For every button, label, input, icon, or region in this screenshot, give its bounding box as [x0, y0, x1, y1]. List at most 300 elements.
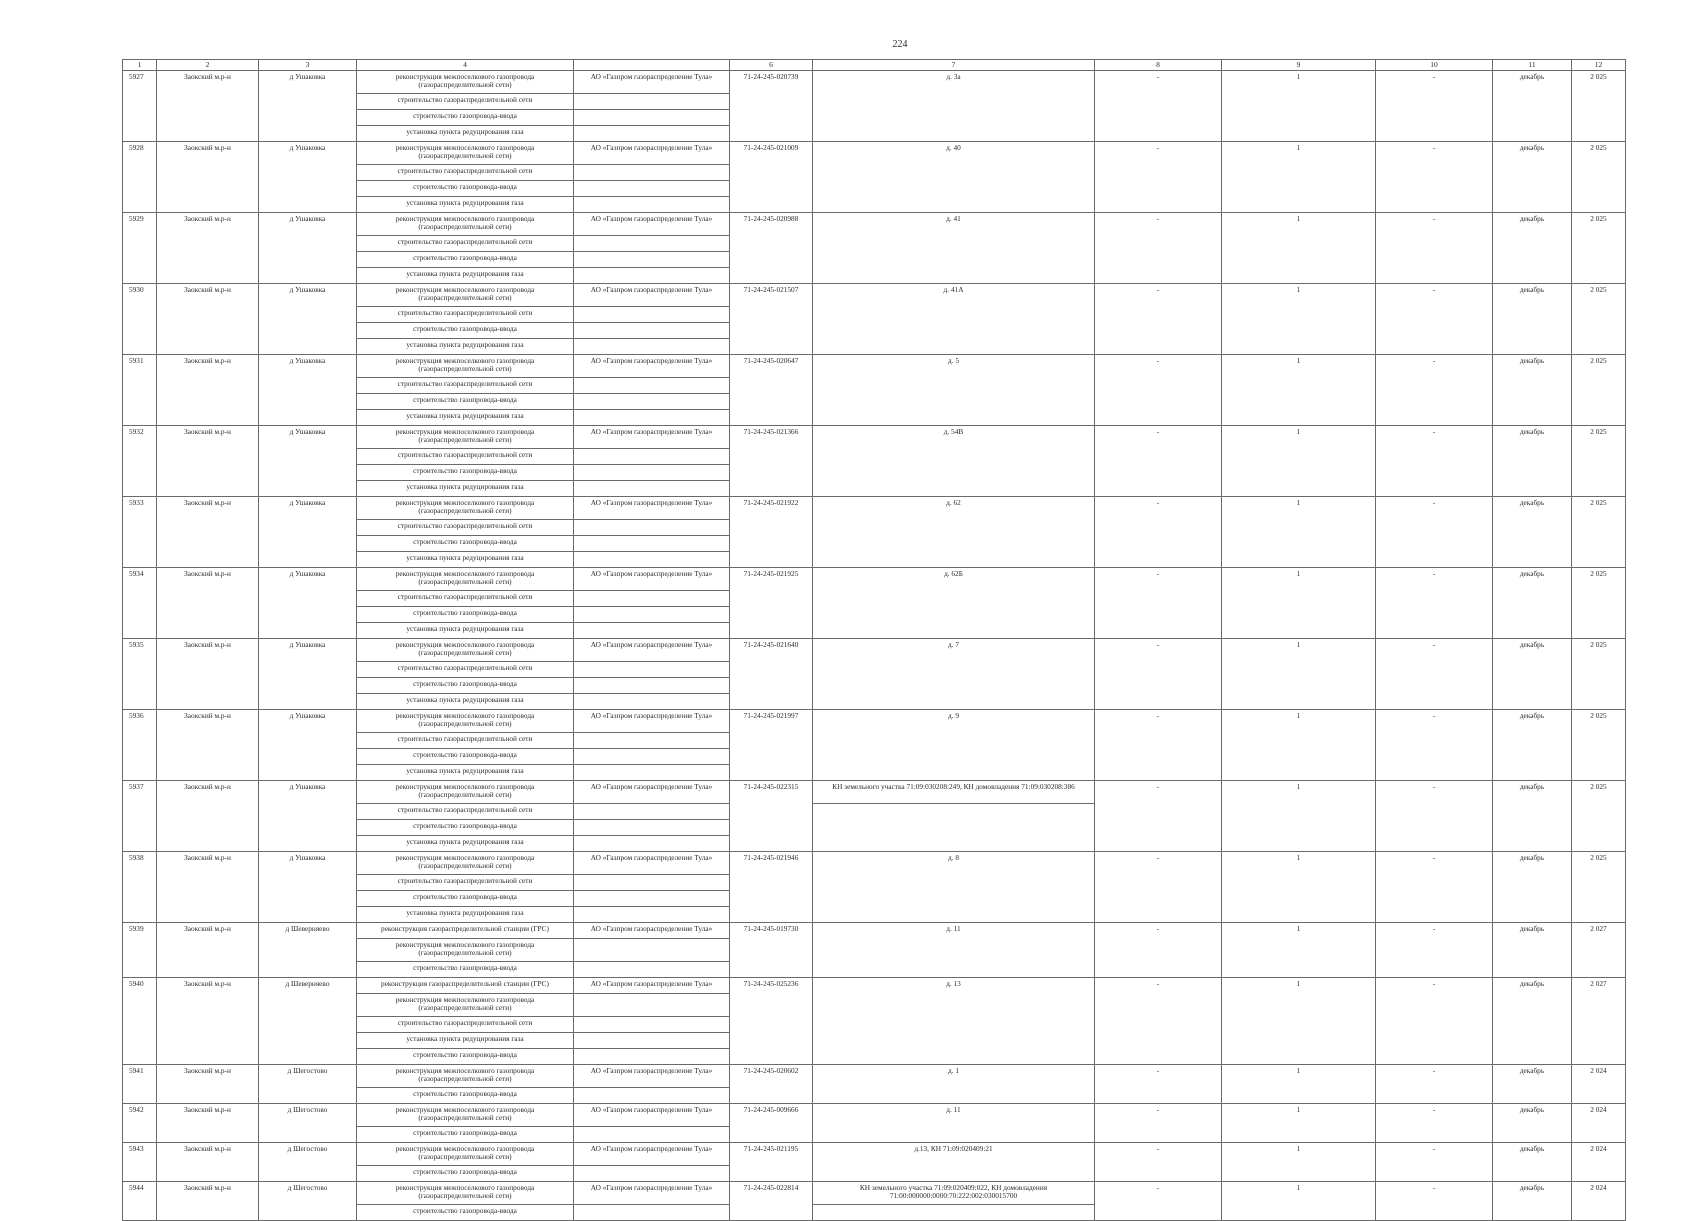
- work-type-cell: строительство газораспределительной сети: [357, 662, 574, 678]
- year-cell: 2 024: [1572, 1182, 1626, 1221]
- district-cell: Заокский м.р-н: [157, 355, 259, 426]
- table-row: [123, 1104, 1626, 1127]
- object-code-cell: 71-24-245-021946: [730, 852, 813, 923]
- work-type-cell: строительство газопровода-ввода: [357, 181, 574, 197]
- work-type-cell: строительство газопровода-ввода: [357, 536, 574, 552]
- table-body: [123, 60, 1626, 1221]
- village-cell: д Шегостово: [259, 1143, 357, 1182]
- organization-cell-empty: [574, 339, 730, 355]
- month-cell: декабрь: [1493, 978, 1572, 1065]
- work-type-cell: строительство газораспределительной сети: [357, 165, 574, 181]
- year-cell: 2 025: [1572, 142, 1626, 213]
- village-cell: д Шегостово: [259, 1065, 357, 1104]
- work-type-cell: строительство газопровода-ввода: [357, 1049, 574, 1065]
- work-type-cell: реконструкция межпоселкового газопровода (газораспределительной сети): [357, 710, 574, 733]
- column-9-cell: 1: [1222, 978, 1376, 1065]
- district-cell: Заокский м.р-н: [157, 923, 259, 978]
- month-cell: декабрь: [1493, 781, 1572, 852]
- work-type-cell: реконструкция межпоселкового газопровода (газораспределительной сети): [357, 71, 574, 94]
- table-row: [123, 71, 1626, 94]
- organization-cell-empty: [574, 765, 730, 781]
- organization-cell-empty: [574, 1049, 730, 1065]
- object-code-cell: 71-24-245-020647: [730, 355, 813, 426]
- village-cell: д Ушаковка: [259, 213, 357, 284]
- address-cell: д. 40: [813, 142, 1095, 213]
- work-type-cell: строительство газопровода-ввода: [357, 1205, 574, 1221]
- organization-cell-empty: [574, 875, 730, 891]
- organization-cell: АО «Газпром газораспределение Тула»: [574, 284, 730, 307]
- work-type-cell: строительство газораспределительной сети: [357, 1017, 574, 1033]
- column-9-cell: 1: [1222, 923, 1376, 978]
- organization-cell-empty: [574, 749, 730, 765]
- object-code-cell: 71-24-245-025236: [730, 978, 813, 1065]
- record-number: 5933: [123, 497, 157, 568]
- column-header: 2: [157, 60, 259, 71]
- year-cell: 2 025: [1572, 497, 1626, 568]
- organization-cell: АО «Газпром газораспределение Тула»: [574, 1104, 730, 1127]
- work-type-cell: строительство газопровода-ввода: [357, 465, 574, 481]
- organization-cell: АО «Газпром газораспределение Тула»: [574, 142, 730, 165]
- year-cell: 2 025: [1572, 355, 1626, 426]
- work-type-cell: установка пункта редуцирования газа: [357, 268, 574, 284]
- address-cell: КН земельного участка 71:09:020409:022, КН домовладения 71:00:000000:0000:70:222:002:030015700: [813, 1182, 1095, 1205]
- month-cell: декабрь: [1493, 284, 1572, 355]
- organization-cell: АО «Газпром газораспределение Тула»: [574, 978, 730, 994]
- record-number: 5936: [123, 710, 157, 781]
- column-8-cell: -: [1095, 1104, 1222, 1143]
- object-code-cell: 71-24-245-020602: [730, 1065, 813, 1104]
- table-row: [123, 852, 1626, 875]
- month-cell: декабрь: [1493, 923, 1572, 978]
- work-type-cell: строительство газораспределительной сети: [357, 307, 574, 323]
- object-code-cell: 71-24-245-021366: [730, 426, 813, 497]
- organization-cell-empty: [574, 552, 730, 568]
- record-number: 5938: [123, 852, 157, 923]
- record-number: 5930: [123, 284, 157, 355]
- object-code-cell: 71-24-245-021925: [730, 568, 813, 639]
- column-8-cell: -: [1095, 639, 1222, 710]
- table-row: [123, 426, 1626, 449]
- table-row: [123, 142, 1626, 165]
- object-code-cell: 71-24-245-021195: [730, 1143, 813, 1182]
- table-row: [123, 710, 1626, 733]
- organization-cell-empty: [574, 536, 730, 552]
- column-8-cell: -: [1095, 1182, 1222, 1221]
- district-cell: Заокский м.р-н: [157, 213, 259, 284]
- column-10-cell: -: [1376, 71, 1493, 142]
- month-cell: декабрь: [1493, 71, 1572, 142]
- organization-cell-empty: [574, 1166, 730, 1182]
- year-cell: 2 024: [1572, 1104, 1626, 1143]
- column-10-cell: -: [1376, 568, 1493, 639]
- year-cell: 2 025: [1572, 213, 1626, 284]
- month-cell: декабрь: [1493, 497, 1572, 568]
- work-type-cell: строительство газопровода-ввода: [357, 678, 574, 694]
- column-10-cell: -: [1376, 213, 1493, 284]
- record-number: 5927: [123, 71, 157, 142]
- work-type-cell: установка пункта редуцирования газа: [357, 410, 574, 426]
- column-9-cell: 1: [1222, 1104, 1376, 1143]
- object-code-cell: 71-24-245-021922: [730, 497, 813, 568]
- column-8-cell: -: [1095, 426, 1222, 497]
- work-type-cell: строительство газораспределительной сети: [357, 875, 574, 891]
- address-cell: КН земельного участка 71:09:030208:249, КН домовладения 71:09:030208:386: [813, 781, 1095, 804]
- column-10-cell: -: [1376, 142, 1493, 213]
- district-cell: Заокский м.р-н: [157, 142, 259, 213]
- work-type-cell: установка пункта редуцирования газа: [357, 481, 574, 497]
- table-row: [123, 497, 1626, 520]
- work-type-cell: строительство газораспределительной сети: [357, 449, 574, 465]
- record-number: 5942: [123, 1104, 157, 1143]
- organization-cell: АО «Газпром газораспределение Тула»: [574, 710, 730, 733]
- organization-cell-empty: [574, 1127, 730, 1143]
- month-cell: декабрь: [1493, 710, 1572, 781]
- table-row: [123, 1143, 1626, 1166]
- table-row: [123, 781, 1626, 804]
- organization-cell: АО «Газпром газораспределение Тула»: [574, 852, 730, 875]
- record-number: 5931: [123, 355, 157, 426]
- column-10-cell: -: [1376, 1143, 1493, 1182]
- address-cell: д. 54В: [813, 426, 1095, 497]
- address-cell: д. 5: [813, 355, 1095, 426]
- table-row: [123, 355, 1626, 378]
- work-type-cell: реконструкция межпоселкового газопровода (газораспределительной сети): [357, 497, 574, 520]
- column-8-cell: -: [1095, 710, 1222, 781]
- organization-cell-empty: [574, 410, 730, 426]
- column-10-cell: -: [1376, 781, 1493, 852]
- district-cell: Заокский м.р-н: [157, 978, 259, 1065]
- address-cell-empty: [813, 1205, 1095, 1221]
- work-type-cell: реконструкция газораспределительной станции (ГРС): [357, 923, 574, 939]
- work-type-cell: реконструкция межпоселкового газопровода (газораспределительной сети): [357, 355, 574, 378]
- work-type-cell: строительство газораспределительной сети: [357, 591, 574, 607]
- month-cell: декабрь: [1493, 355, 1572, 426]
- column-header: 10: [1376, 60, 1493, 71]
- column-9-cell: 1: [1222, 568, 1376, 639]
- district-cell: Заокский м.р-н: [157, 1104, 259, 1143]
- month-cell: декабрь: [1493, 426, 1572, 497]
- work-type-cell: строительство газораспределительной сети: [357, 733, 574, 749]
- work-type-cell: реконструкция межпоселкового газопровода (газораспределительной сети): [357, 852, 574, 875]
- object-code-cell: 71-24-245-019730: [730, 923, 813, 978]
- work-type-cell: строительство газопровода-ввода: [357, 323, 574, 339]
- table-row: [123, 1065, 1626, 1088]
- column-header: 12: [1572, 60, 1626, 71]
- record-number: 5932: [123, 426, 157, 497]
- table-row: [123, 284, 1626, 307]
- organization-cell-empty: [574, 1017, 730, 1033]
- organization-cell: АО «Газпром газораспределение Тула»: [574, 1182, 730, 1205]
- village-cell: д Шеверняево: [259, 923, 357, 978]
- address-cell: д. 41: [813, 213, 1095, 284]
- organization-cell-empty: [574, 804, 730, 820]
- column-header: [574, 60, 730, 71]
- district-cell: Заокский м.р-н: [157, 781, 259, 852]
- column-9-cell: 1: [1222, 426, 1376, 497]
- work-type-cell: реконструкция межпоселкового газопровода (газораспределительной сети): [357, 426, 574, 449]
- work-type-cell: установка пункта редуцирования газа: [357, 694, 574, 710]
- organization-cell-empty: [574, 1205, 730, 1221]
- column-9-cell: 1: [1222, 1182, 1376, 1221]
- work-type-cell: установка пункта редуцирования газа: [357, 623, 574, 639]
- work-type-cell: установка пункта редуцирования газа: [357, 126, 574, 142]
- year-cell: 2 025: [1572, 426, 1626, 497]
- year-cell: 2 025: [1572, 284, 1626, 355]
- organization-cell-empty: [574, 449, 730, 465]
- column-10-cell: -: [1376, 1104, 1493, 1143]
- village-cell: д Ушаковка: [259, 568, 357, 639]
- work-type-cell: реконструкция межпоселкового газопровода (газораспределительной сети): [357, 284, 574, 307]
- organization-cell-empty: [574, 662, 730, 678]
- column-9-cell: 1: [1222, 781, 1376, 852]
- work-type-cell: строительство газораспределительной сети: [357, 94, 574, 110]
- organization-cell: АО «Газпром газораспределение Тула»: [574, 355, 730, 378]
- village-cell: д Ушаковка: [259, 355, 357, 426]
- work-type-cell: реконструкция межпоселкового газопровода (газораспределительной сети): [357, 213, 574, 236]
- table-row: [123, 1182, 1626, 1205]
- organization-cell: АО «Газпром газораспределение Тула»: [574, 1143, 730, 1166]
- village-cell: д Ушаковка: [259, 852, 357, 923]
- month-cell: декабрь: [1493, 213, 1572, 284]
- work-type-cell: реконструкция межпоселкового газопровода (газораспределительной сети): [357, 1182, 574, 1205]
- header-row: [123, 60, 1626, 71]
- work-type-cell: установка пункта редуцирования газа: [357, 339, 574, 355]
- object-code-cell: 71-24-245-020988: [730, 213, 813, 284]
- village-cell: д Ушаковка: [259, 497, 357, 568]
- district-cell: Заокский м.р-н: [157, 1143, 259, 1182]
- column-10-cell: -: [1376, 426, 1493, 497]
- table-row: [123, 978, 1626, 994]
- district-cell: Заокский м.р-н: [157, 71, 259, 142]
- column-header: 7: [813, 60, 1095, 71]
- work-type-cell: строительство газораспределительной сети: [357, 236, 574, 252]
- column-header: 6: [730, 60, 813, 71]
- column-8-cell: -: [1095, 284, 1222, 355]
- organization-cell: АО «Газпром газораспределение Тула»: [574, 497, 730, 520]
- page-number: 224: [892, 39, 908, 50]
- district-cell: Заокский м.р-н: [157, 852, 259, 923]
- village-cell: д Шегостово: [259, 1182, 357, 1221]
- work-type-cell: строительство газопровода-ввода: [357, 252, 574, 268]
- year-cell: 2 024: [1572, 1143, 1626, 1182]
- organization-cell-empty: [574, 939, 730, 962]
- organization-cell-empty: [574, 694, 730, 710]
- column-10-cell: -: [1376, 923, 1493, 978]
- work-type-cell: строительство газопровода-ввода: [357, 607, 574, 623]
- address-cell: д. 1: [813, 1065, 1095, 1104]
- column-header: 9: [1222, 60, 1376, 71]
- month-cell: декабрь: [1493, 1104, 1572, 1143]
- work-type-cell: установка пункта редуцирования газа: [357, 197, 574, 213]
- column-10-cell: -: [1376, 355, 1493, 426]
- district-cell: Заокский м.р-н: [157, 710, 259, 781]
- column-10-cell: -: [1376, 1182, 1493, 1221]
- address-cell: д. 62: [813, 497, 1095, 568]
- organization-cell-empty: [574, 607, 730, 623]
- column-10-cell: -: [1376, 284, 1493, 355]
- object-code-cell: 71-24-245-022814: [730, 1182, 813, 1221]
- column-8-cell: -: [1095, 142, 1222, 213]
- organization-cell: АО «Газпром газораспределение Тула»: [574, 1065, 730, 1088]
- district-cell: Заокский м.р-н: [157, 639, 259, 710]
- column-header: 4: [357, 60, 574, 71]
- month-cell: декабрь: [1493, 639, 1572, 710]
- record-number: 5941: [123, 1065, 157, 1104]
- record-number: 5944: [123, 1182, 157, 1221]
- work-type-cell: строительство газопровода-ввода: [357, 1166, 574, 1182]
- address-cell: д. 62Б: [813, 568, 1095, 639]
- column-8-cell: -: [1095, 852, 1222, 923]
- month-cell: декабрь: [1493, 1182, 1572, 1221]
- year-cell: 2 024: [1572, 1065, 1626, 1104]
- organization-cell-empty: [574, 1088, 730, 1104]
- column-9-cell: 1: [1222, 213, 1376, 284]
- village-cell: д Ушаковка: [259, 639, 357, 710]
- column-9-cell: 1: [1222, 497, 1376, 568]
- organization-cell-empty: [574, 678, 730, 694]
- address-cell: д. 8: [813, 852, 1095, 923]
- object-code-cell: 71-24-245-021997: [730, 710, 813, 781]
- year-cell: 2 027: [1572, 923, 1626, 978]
- work-type-cell: реконструкция межпоселкового газопровода (газораспределительной сети): [357, 639, 574, 662]
- village-cell: д Шегостово: [259, 1104, 357, 1143]
- address-cell-empty: [813, 804, 1095, 852]
- address-cell: д. 3а: [813, 71, 1095, 142]
- organization-cell-empty: [574, 481, 730, 497]
- organization-cell-empty: [574, 520, 730, 536]
- work-type-cell: строительство газопровода-ввода: [357, 891, 574, 907]
- column-9-cell: 1: [1222, 710, 1376, 781]
- organization-cell-empty: [574, 591, 730, 607]
- work-type-cell: реконструкция межпоселкового газопровода (газораспределительной сети): [357, 568, 574, 591]
- column-8-cell: -: [1095, 978, 1222, 1065]
- work-type-cell: реконструкция межпоселкового газопровода (газораспределительной сети): [357, 1143, 574, 1166]
- organization-cell: АО «Газпром газораспределение Тула»: [574, 781, 730, 804]
- district-cell: Заокский м.р-н: [157, 497, 259, 568]
- year-cell: 2 025: [1572, 781, 1626, 852]
- organization-cell: АО «Газпром газораспределение Тула»: [574, 639, 730, 662]
- district-cell: Заокский м.р-н: [157, 426, 259, 497]
- table-row: [123, 213, 1626, 236]
- organization-cell-empty: [574, 465, 730, 481]
- column-9-cell: 1: [1222, 355, 1376, 426]
- table-row: [123, 639, 1626, 662]
- district-cell: Заокский м.р-н: [157, 1182, 259, 1221]
- organization-cell-empty: [574, 307, 730, 323]
- object-code-cell: 71-24-245-009666: [730, 1104, 813, 1143]
- address-cell: д. 9: [813, 710, 1095, 781]
- organization-cell: АО «Газпром газораспределение Тула»: [574, 71, 730, 94]
- year-cell: 2 025: [1572, 568, 1626, 639]
- village-cell: д Ушаковка: [259, 426, 357, 497]
- column-header: 3: [259, 60, 357, 71]
- column-9-cell: 1: [1222, 142, 1376, 213]
- work-type-cell: реконструкция межпоселкового газопровода (газораспределительной сети): [357, 1104, 574, 1127]
- record-number: 5934: [123, 568, 157, 639]
- record-number: 5943: [123, 1143, 157, 1182]
- object-code-cell: 71-24-245-021507: [730, 284, 813, 355]
- work-type-cell: установка пункта редуцирования газа: [357, 907, 574, 923]
- column-8-cell: -: [1095, 497, 1222, 568]
- column-10-cell: -: [1376, 852, 1493, 923]
- work-type-cell: строительство газопровода-ввода: [357, 1088, 574, 1104]
- village-cell: д Ушаковка: [259, 710, 357, 781]
- organization-cell-empty: [574, 394, 730, 410]
- district-cell: Заокский м.р-н: [157, 1065, 259, 1104]
- organization-cell-empty: [574, 126, 730, 142]
- work-type-cell: строительство газопровода-ввода: [357, 1127, 574, 1143]
- column-9-cell: 1: [1222, 1065, 1376, 1104]
- table-row: [123, 568, 1626, 591]
- district-cell: Заокский м.р-н: [157, 568, 259, 639]
- object-code-cell: 71-24-245-020739: [730, 71, 813, 142]
- column-8-cell: -: [1095, 568, 1222, 639]
- work-type-cell: реконструкция межпоселкового газопровода (газораспределительной сети): [357, 939, 574, 962]
- table-row: [123, 923, 1626, 939]
- month-cell: декабрь: [1493, 568, 1572, 639]
- object-code-cell: 71-24-245-022315: [730, 781, 813, 852]
- column-8-cell: -: [1095, 1065, 1222, 1104]
- address-cell: д.13, КН 71:09:020409:21: [813, 1143, 1095, 1182]
- column-9-cell: 1: [1222, 639, 1376, 710]
- column-9-cell: 1: [1222, 71, 1376, 142]
- work-type-cell: строительство газораспределительной сети: [357, 804, 574, 820]
- column-10-cell: -: [1376, 497, 1493, 568]
- work-type-cell: строительство газопровода-ввода: [357, 110, 574, 126]
- organization-cell-empty: [574, 378, 730, 394]
- address-cell: д. 13: [813, 978, 1095, 1065]
- organization-cell-empty: [574, 323, 730, 339]
- village-cell: д Ушаковка: [259, 71, 357, 142]
- organization-cell-empty: [574, 994, 730, 1017]
- column-9-cell: 1: [1222, 1143, 1376, 1182]
- year-cell: 2 025: [1572, 639, 1626, 710]
- organization-cell-empty: [574, 962, 730, 978]
- organization-cell: АО «Газпром газораспределение Тула»: [574, 923, 730, 939]
- organization-cell-empty: [574, 733, 730, 749]
- address-cell: д. 41А: [813, 284, 1095, 355]
- work-type-cell: реконструкция межпоселкового газопровода (газораспределительной сети): [357, 1065, 574, 1088]
- village-cell: д Шеверняево: [259, 978, 357, 1065]
- column-8-cell: -: [1095, 1143, 1222, 1182]
- column-header: 11: [1493, 60, 1572, 71]
- record-number: 5939: [123, 923, 157, 978]
- organization-cell-empty: [574, 252, 730, 268]
- column-10-cell: -: [1376, 639, 1493, 710]
- column-8-cell: -: [1095, 71, 1222, 142]
- record-number: 5928: [123, 142, 157, 213]
- organization-cell-empty: [574, 94, 730, 110]
- district-cell: Заокский м.р-н: [157, 284, 259, 355]
- organization-cell-empty: [574, 820, 730, 836]
- work-type-cell: реконструкция газораспределительной станции (ГРС): [357, 978, 574, 994]
- work-type-cell: установка пункта редуцирования газа: [357, 765, 574, 781]
- organization-cell: АО «Газпром газораспределение Тула»: [574, 213, 730, 236]
- record-number: 5929: [123, 213, 157, 284]
- work-type-cell: строительство газораспределительной сети: [357, 378, 574, 394]
- work-type-cell: строительство газопровода-ввода: [357, 820, 574, 836]
- month-cell: декабрь: [1493, 142, 1572, 213]
- organization-cell-empty: [574, 110, 730, 126]
- month-cell: декабрь: [1493, 1143, 1572, 1182]
- organization-cell-empty: [574, 891, 730, 907]
- construction-schedule-table: [122, 59, 1626, 1221]
- record-number: 5940: [123, 978, 157, 1065]
- column-header: 8: [1095, 60, 1222, 71]
- work-type-cell: строительство газопровода-ввода: [357, 394, 574, 410]
- organization-cell-empty: [574, 181, 730, 197]
- work-type-cell: реконструкция межпоселкового газопровода (газораспределительной сети): [357, 781, 574, 804]
